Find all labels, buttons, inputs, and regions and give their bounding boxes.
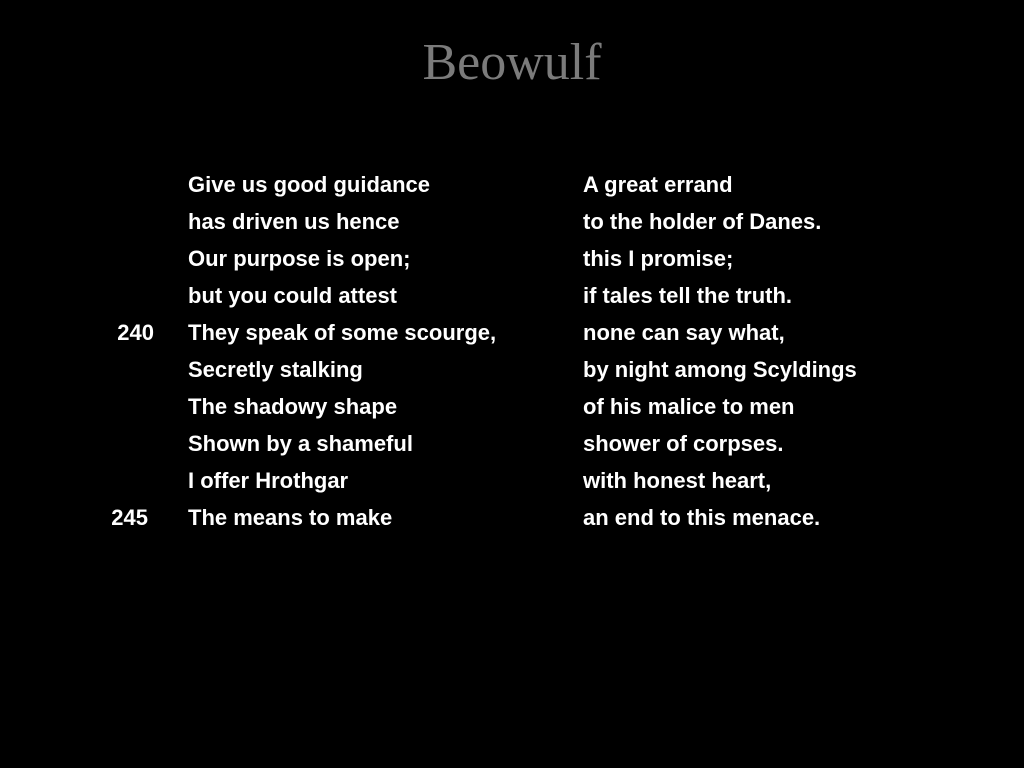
poem-line bbox=[0, 425, 1024, 462]
poem-line bbox=[0, 462, 1024, 499]
line-second-half: shower of corpses. bbox=[583, 431, 784, 456]
line-first-half: Our purpose is open; bbox=[188, 246, 411, 271]
line-first-half: has driven us hence bbox=[188, 209, 400, 234]
line-second-half: to the holder of Danes. bbox=[583, 209, 822, 234]
line-second-half: an end to this menace. bbox=[583, 505, 821, 530]
line-second-half: if tales tell the truth. bbox=[583, 283, 793, 308]
line-first-half: I offer Hrothgar bbox=[188, 468, 349, 493]
line-second-half: of his malice to men bbox=[583, 394, 795, 419]
poem-line bbox=[0, 314, 1024, 351]
slide-title: Beowulf bbox=[422, 34, 602, 91]
line-second-half: A great errand bbox=[583, 172, 733, 197]
line-second-half: none can say what, bbox=[583, 320, 785, 345]
line-first-half: They speak of some scourge, bbox=[188, 320, 497, 345]
poem-text bbox=[0, 166, 1024, 536]
line-first-half: The means to make bbox=[188, 505, 393, 530]
line-first-half: Shown by a shameful bbox=[188, 431, 413, 456]
poem-line bbox=[0, 388, 1024, 425]
line-second-half: with honest heart, bbox=[583, 468, 772, 493]
line-first-half: but you could attest bbox=[188, 283, 397, 308]
poem-line bbox=[0, 277, 1024, 314]
line-first-half: Give us good guidance bbox=[188, 172, 431, 197]
line-second-half: this I promise; bbox=[583, 246, 734, 271]
line-first-half: The shadowy shape bbox=[188, 394, 398, 419]
poem-line bbox=[0, 499, 1024, 536]
poem-line bbox=[0, 166, 1024, 203]
line-number: 245 bbox=[111, 505, 148, 530]
poem-line bbox=[0, 203, 1024, 240]
poem-line bbox=[0, 351, 1024, 388]
line-number: 240 bbox=[117, 320, 154, 345]
poem-line bbox=[0, 240, 1024, 277]
line-second-half: by night among Scyldings bbox=[583, 357, 857, 382]
line-first-half: Secretly stalking bbox=[188, 357, 363, 382]
